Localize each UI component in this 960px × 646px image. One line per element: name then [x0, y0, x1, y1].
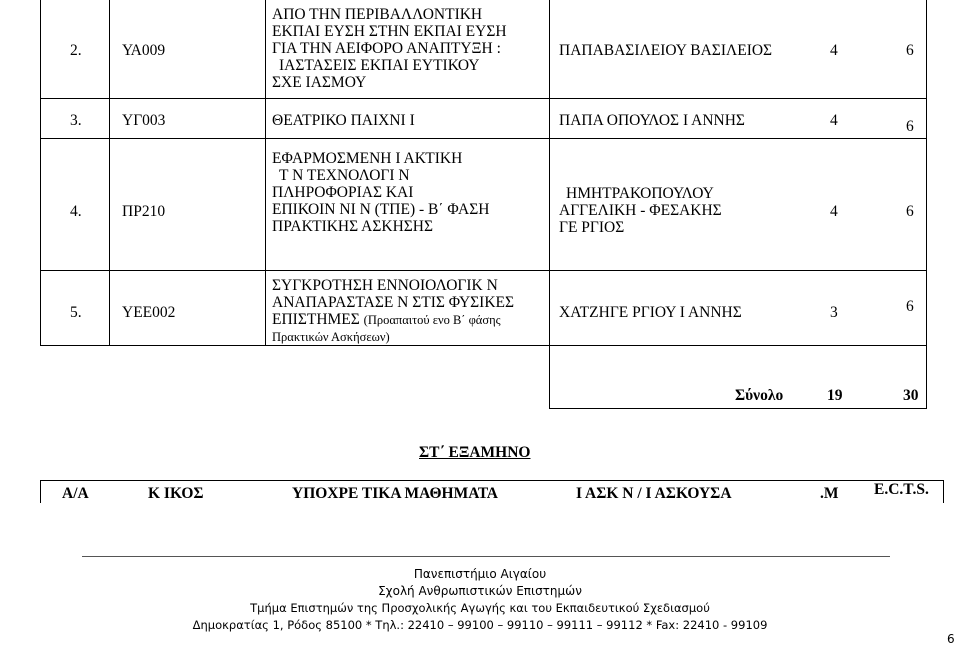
header-border-left — [40, 480, 41, 503]
row-3-code: ΥΓ003 — [122, 112, 166, 129]
row-3-num: 3. — [70, 112, 82, 129]
title-note: Πρακτικών Ασκήσεων) — [272, 330, 390, 344]
row-5-code: ΥΕΕ002 — [122, 304, 176, 321]
title-line: ΓΙΑ ΤΗΝ ΑΕΙΦΟΡΟ ΑΝΑΠΤΥΞΗ : — [272, 40, 501, 57]
row-5-num: 5. — [70, 304, 82, 321]
row-5-title — [272, 277, 514, 346]
title-line: ΣΧΕ ΙΑΣΜΟΥ — [272, 74, 367, 91]
row-4-num: 4. — [70, 203, 82, 220]
row-3-title: ΘΕΑΤΡΙΚΟ ΠΑΙΧΝΙ Ι — [272, 112, 415, 129]
header-hours: .Μ — [820, 485, 839, 502]
header-top-line — [40, 480, 943, 481]
semester-heading: ΣΤ΄ ΕΞΑΜΗΝΟ — [419, 444, 531, 461]
title-line: Τ Ν ΤΕΧΝΟΛΟΓΙ Ν — [279, 167, 410, 184]
row-5-ects: 6 — [906, 298, 914, 315]
title-line: ΕΚΠΑΙ ΕΥΣΗ ΣΤΗΝ ΕΚΠΑΙ ΕΥΣΗ — [272, 23, 507, 40]
footer-rule — [82, 556, 890, 557]
total-hours: 19 — [827, 387, 843, 404]
teacher-line: ΓΕ ΡΓΙΟΣ — [559, 219, 625, 236]
header-code: Κ ΙΚΟΣ — [148, 485, 204, 502]
row-4-code: ΠΡ210 — [122, 203, 166, 220]
footer-school: Σχολή Ανθρωπιστικών Επιστημών — [378, 584, 582, 598]
header-courses: ΥΠΟΧΡΕ ΤΙΚΑ ΜΑΘΗΜΑΤΑ — [292, 485, 498, 502]
row-3-teacher: ΠΑΠΑ ΟΠΟΥΛΟΣ Ι ΑΝΝΗΣ — [559, 112, 745, 129]
table-border-right — [926, 0, 927, 409]
row-5-hours: 3 — [830, 304, 838, 321]
table-border-col1 — [109, 0, 110, 345]
header-teacher: Ι ΑΣΚ Ν / Ι ΑΣΚΟΥΣΑ — [576, 485, 732, 502]
title-note: (Προαπαιτού ενο Β΄ φάσης — [363, 313, 501, 327]
title-line: ΣΥΓΚΡΟΤΗΣΗ ΕΝΝΟΙΟΛΟΓΙΚ Ν — [272, 277, 498, 294]
row-4-ects: 6 — [906, 203, 914, 220]
title-main: ΕΠΙΣΤΗΜΕΣ — [272, 311, 360, 328]
row-divider-4-5 — [40, 270, 927, 271]
row-3-ects: 6 — [906, 118, 914, 135]
total-label: Σύνολο — [735, 387, 784, 404]
header-ects: E.C.T.S. — [874, 481, 929, 498]
row-divider-3-4 — [40, 138, 927, 139]
header-aa: Α/Α — [62, 485, 89, 502]
row-2-code: ΥΑ009 — [122, 42, 166, 59]
title-line: ΕΠΙΚΟΙΝ ΝΙ Ν (ΤΠΕ) - Β΄ ΦΑΣΗ — [272, 201, 490, 218]
row-4-hours: 4 — [830, 203, 838, 220]
table-border-left — [40, 0, 41, 345]
row-5-teacher: ΧΑΤΖΗΓΕ ΡΓΙΟΥ Ι ΑΝΝΗΣ — [559, 304, 742, 321]
title-line — [272, 311, 514, 329]
footer-address: Δημοκρατίας 1, Ρόδος 85100 * Τηλ.: 22410 – 99100 – 99110 – 99111 – 99112 * Fax: 22410 - 99109 — [192, 618, 768, 632]
teacher-line: ΑΓΓΕΛΙΚΗ - ΦΕΣΑΚΗΣ — [559, 202, 722, 219]
footer-university: Πανεπιστήμιο Αιγαίου — [413, 567, 547, 581]
table-border-col3 — [549, 0, 550, 409]
title-line: ΕΦΑΡΜΟΣΜΕΝΗ Ι ΑΚΤΙΚΗ — [272, 150, 463, 167]
total-bottom-line — [549, 408, 927, 409]
row-4-title — [272, 150, 489, 235]
row-2-title — [272, 6, 507, 91]
row-2-ects: 6 — [906, 42, 914, 59]
row-2-hours: 4 — [830, 42, 838, 59]
row-4-teacher — [559, 185, 722, 236]
teacher-line: ΗΜΗΤΡΑΚΟΠΟΥΛΟΥ — [566, 185, 714, 202]
row-3-hours: 4 — [830, 112, 838, 129]
page-number: 6 — [947, 632, 955, 646]
title-line: ΙΑΣΤΑΣΕΙΣ ΕΚΠΑΙ ΕΥΤΙΚΟΥ — [279, 57, 480, 74]
title-line: ΠΛΗΡΟΦΟΡΙΑΣ ΚΑΙ — [272, 184, 414, 201]
row-divider-2-3 — [40, 98, 927, 99]
table-border-col2 — [265, 0, 266, 345]
total-ects: 30 — [903, 387, 919, 404]
header-border-right — [943, 480, 944, 503]
row-2-teacher: ΠΑΠΑΒΑΣΙΛΕΙΟΥ ΒΑΣΙΛΕΙΟΣ — [559, 42, 773, 59]
footer-department: Τμήμα Επιστημών της Προσχολικής Αγωγής και του Εκπαιδευτικού Σχεδιασμού — [250, 601, 710, 615]
title-line: ΠΡΑΚΤΙΚΗΣ ΑΣΚΗΣΗΣ — [272, 218, 434, 235]
title-line: ΑΝΑΠΑΡΑΣΤΑΣΕ Ν ΣΤΙΣ ΦΥΣΙΚΕΣ — [272, 294, 515, 311]
title-line: ΑΠΟ ΤΗΝ ΠΕΡΙΒΑΛΛΟΝΤΙΚΗ — [272, 6, 483, 23]
row-2-num: 2. — [70, 42, 82, 59]
